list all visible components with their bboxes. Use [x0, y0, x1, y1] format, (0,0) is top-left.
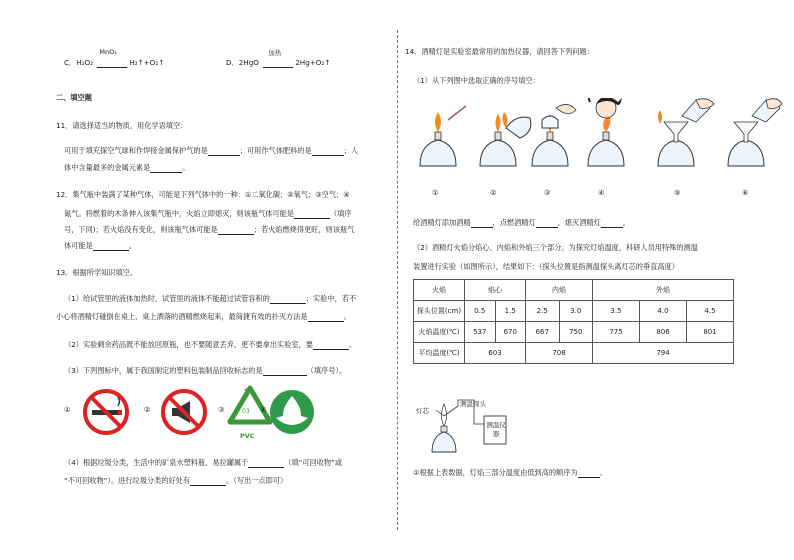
question-14-1-answers: 给酒精灯添加酒精 ，点燃酒精灯 ，熄灭酒精灯 。 — [413, 218, 630, 227]
option-c: C．H₂O₂ MnO₂ H₂↑+O₂↑ — [64, 48, 165, 67]
icon-num-1: ① — [64, 405, 71, 414]
lamp-6-figure — [728, 99, 782, 166]
lamp-num-2: ② — [490, 188, 497, 197]
green-food-icon — [268, 388, 316, 436]
question-13-1-line2: 小心将酒精灯碰倒在桌上，桌上洒落的酒精燃烧起来，最简捷有效的扑灭方法是 。 — [56, 312, 351, 321]
alcohol-lamp-figures — [410, 98, 786, 180]
question-14-2-1: ①根据上表数据，灯焰三部分温度由低到高的顺序为 。 — [413, 468, 607, 477]
table-cell: 探头位置(cm) — [414, 301, 465, 322]
icon-num-4: ④ — [260, 405, 267, 414]
lamp-4-figure — [588, 98, 624, 166]
table-cell: 3.0 — [559, 301, 593, 322]
question-12-line2: 氮气。将燃着的木条伸入该集气瓶中，火焰立即熄灭，则该瓶气体可能是 （填序 — [64, 209, 352, 218]
table-cell: 806 — [640, 322, 687, 343]
lamp-3-figure — [532, 104, 576, 166]
question-14: 14．酒精灯是实验室最常用的加热仪器，请回答下列问题： — [405, 47, 594, 56]
question-13-3: （3）下列图标中，属于我国制定的塑料包装制品回收标志的是 （填序号）。 — [64, 366, 347, 375]
answer-blank[interactable] — [150, 164, 182, 173]
table-cell: 火焰 — [414, 280, 465, 301]
lamp-5-figure — [658, 99, 714, 166]
catalyst-label: MnO₂ — [99, 48, 117, 56]
question-14-2-line2: 装置进行实验（如图所示），结果如下：（探头位置是指测温探头离灯芯的垂直高度） — [413, 262, 679, 271]
column-divider — [397, 30, 398, 530]
table-header-row — [414, 280, 734, 301]
table-row — [414, 322, 734, 343]
instrument-label: 测温仪器 — [486, 421, 506, 438]
table-cell: 2.5 — [526, 301, 560, 322]
lamp-1-figure — [420, 106, 466, 166]
answer-blank[interactable] — [601, 219, 623, 228]
answer-blank[interactable] — [263, 367, 307, 376]
question-12-line4: 体可能是 。 — [64, 241, 136, 250]
question-13-1: （1）给试管里的液体加热时，试管里的液体不能超过试管容积的 ；实验中，若不 — [64, 294, 357, 303]
wick-label: 灯芯 — [416, 407, 429, 415]
answer-blank[interactable] — [471, 219, 493, 228]
answer-blank[interactable] — [294, 210, 330, 219]
icon-num-2: ② — [144, 405, 151, 414]
table-cell: 外焰 — [593, 280, 734, 301]
table-cell: 3.5 — [593, 301, 640, 322]
question-13-4-line2: “不可回收物”）。进行垃圾分类的好处有 。（写出一点即可） — [64, 476, 288, 485]
answer-blank[interactable] — [313, 341, 349, 350]
lamp-num-4: ④ — [598, 188, 605, 197]
question-11: 11．请选择适当的物质，用化学语填空： — [56, 121, 188, 130]
table-cell: 775 — [593, 322, 640, 343]
answer-blank[interactable] — [308, 313, 344, 322]
pvc-label: PVC — [240, 432, 255, 440]
answer-blank[interactable] — [190, 477, 226, 486]
answer-blank[interactable] — [312, 147, 344, 156]
probe-label: 测温探头 — [460, 400, 486, 408]
answer-blank[interactable] — [218, 226, 254, 235]
answer-blank[interactable] — [208, 147, 240, 156]
table-cell: 火焰温度(℃) — [414, 322, 465, 343]
question-14-1: （1）从下列图中选取正确的序号填空： — [413, 76, 540, 85]
lamp-2-figure — [480, 112, 531, 166]
table-cell: 1.5 — [495, 301, 526, 322]
table-cell: 794 — [593, 343, 734, 364]
table-cell: 708 — [526, 343, 593, 364]
question-12-line3: 号，下同)；若火焰没有变化，则该瓶气体可能是 ；若火焰燃烧得更旺，则该瓶气 — [64, 225, 355, 234]
no-horn-icon — [160, 388, 208, 436]
no-smoking-icon — [82, 388, 130, 436]
icon-num-3: ③ — [218, 405, 225, 414]
heat-label: 加热 — [268, 49, 282, 57]
question-13-2: （2）实验剩余药品既不能放回原瓶，也不要随意丢弃，更不要拿出实验室，要 。 — [64, 340, 357, 349]
answer-blank[interactable] — [248, 459, 284, 468]
answer-blank[interactable] — [270, 295, 306, 304]
table-cell: 0.5 — [465, 301, 496, 322]
table-cell: 内焰 — [526, 280, 593, 301]
question-14-2: （2）酒精灯火焰分焰心、内焰和外焰三个部分。为探究灯焰温度，科研人员用特殊的测温 — [413, 243, 698, 252]
lamp-num-6: ⑥ — [742, 188, 749, 197]
lamp-num-5: ⑤ — [674, 188, 681, 197]
table-row — [414, 343, 734, 364]
table-cell: 667 — [526, 322, 560, 343]
lamp-num-3: ③ — [544, 188, 551, 197]
table-cell: 焰心 — [465, 280, 526, 301]
table-cell: 801 — [687, 322, 734, 343]
table-cell: 537 — [465, 322, 496, 343]
table-cell: 平均温度(℃) — [414, 343, 465, 364]
answer-blank[interactable] — [536, 219, 558, 228]
lamp-num-1: ① — [432, 188, 439, 197]
answer-blank[interactable] — [578, 469, 600, 478]
question-12: 12．集气瓶中装满了某种气体，可能是下列气体中的一种：①二氧化碳；②氧气；③空气；④ — [56, 190, 350, 199]
option-d: D．2HgO 加热 2Hg+O₂↑ — [226, 49, 331, 67]
question-13: 13．根据所学知识填空。 — [56, 268, 138, 277]
flame-temperature-table — [413, 279, 734, 364]
question-11-line: 可用于填充探空气球和作焊接金属保护气的是 ；可用作气体肥料的是 ；人 — [64, 146, 359, 155]
table-cell: 4.0 — [640, 301, 687, 322]
answer-blank[interactable] — [93, 242, 129, 251]
table-cell: 4.5 — [687, 301, 734, 322]
table-cell: 603 — [465, 343, 526, 364]
table-cell: 670 — [495, 322, 526, 343]
table-cell: 750 — [559, 322, 593, 343]
question-11-line2: 体中含量最多的金属元素是 。 — [64, 163, 190, 172]
pvc-code: 03 — [242, 408, 250, 415]
section-title: 二、填空题 — [56, 93, 92, 102]
table-row — [414, 301, 734, 322]
question-13-4: （4）根据垃圾分类，生活中的矿泉水塑料瓶、易拉罐属于 （填“可回收物”或 — [64, 458, 343, 467]
